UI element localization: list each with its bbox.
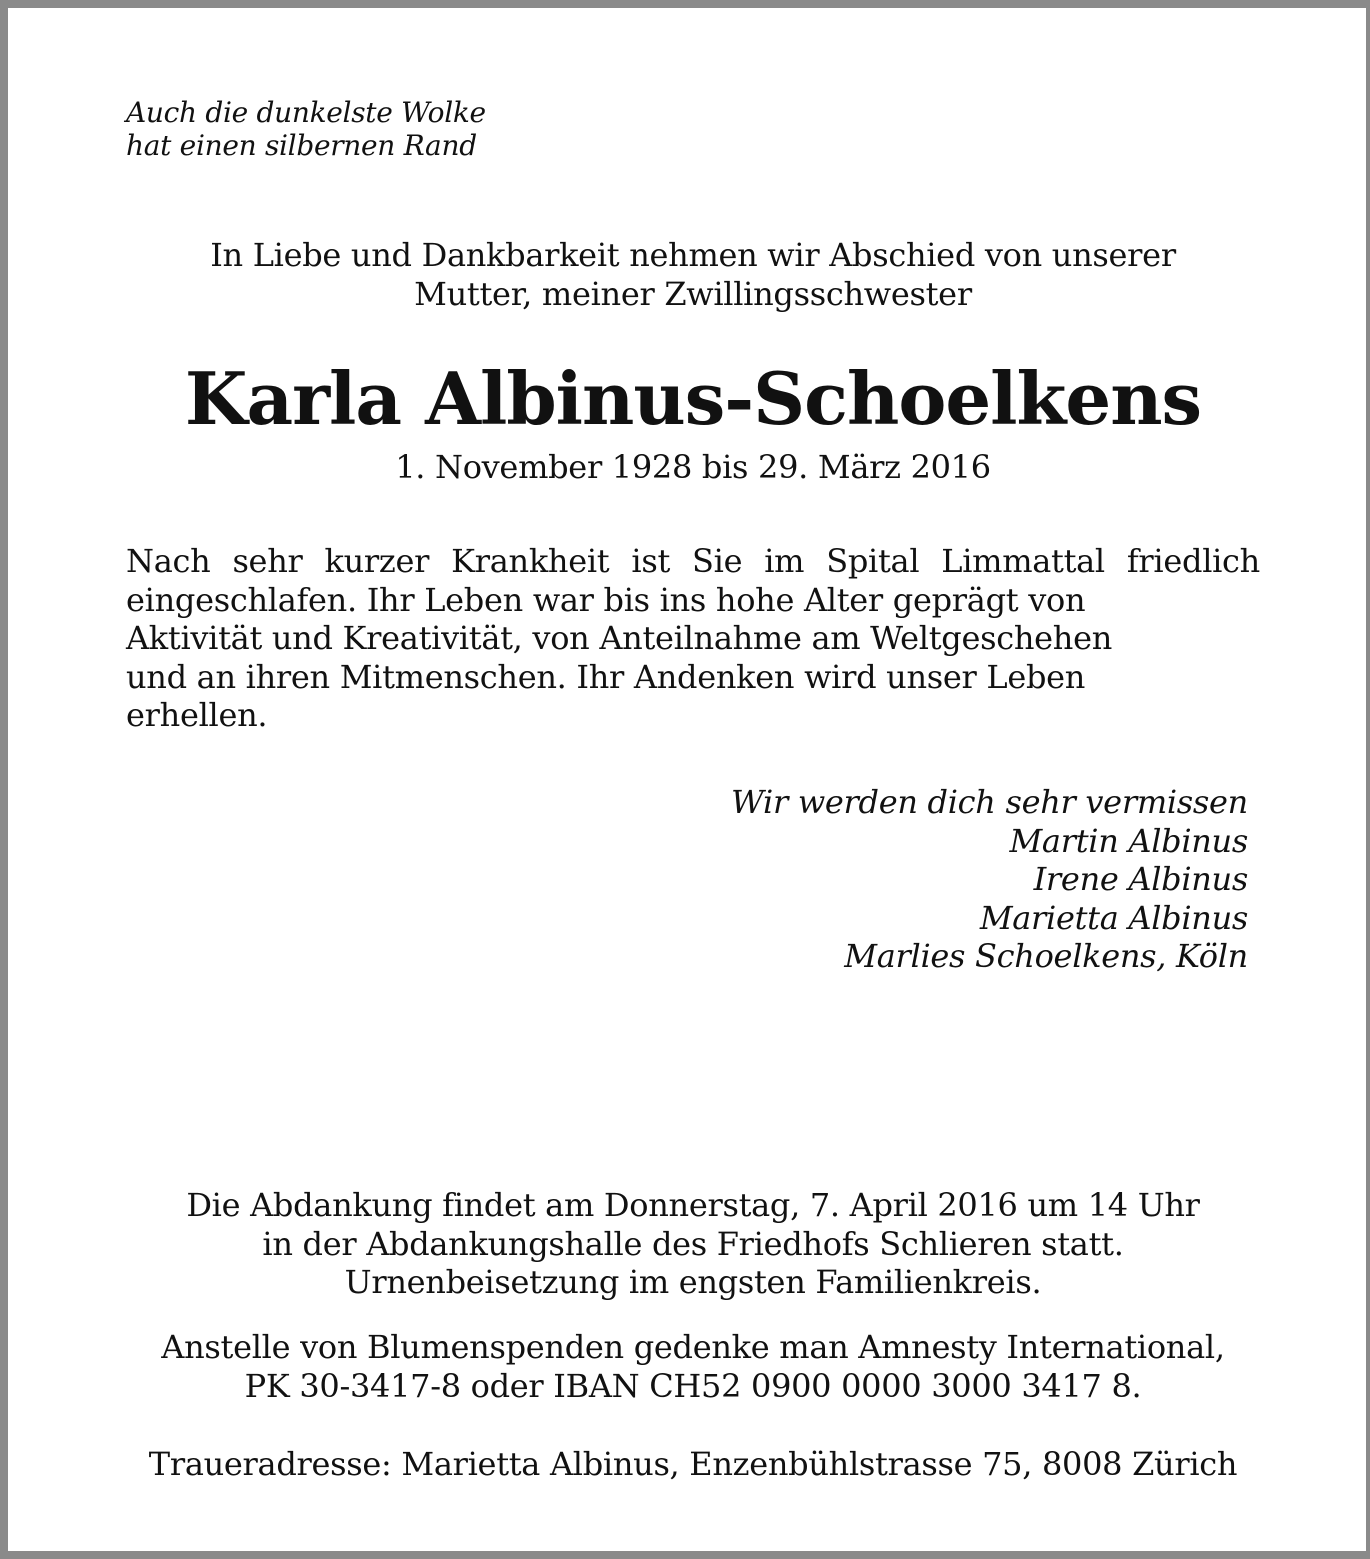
body-line: Aktivität und Kreativität, von Anteilnahme am Weltgeschehen	[126, 619, 1113, 657]
mourner-name: Martin Albinus	[1009, 821, 1248, 860]
donation-line: Anstelle von Blumenspenden gedenke man Amnesty International,	[161, 1328, 1225, 1366]
body-word: friedlich	[1126, 542, 1260, 580]
body-word: im	[764, 542, 805, 580]
deceased-name: Karla Albinus-Schoelkens	[184, 356, 1202, 441]
donation-line: PK 30-3417-8 oder IBAN CH52 0900 0000 3000 3417 8.	[244, 1366, 1142, 1405]
intro-line: Mutter, meiner Zwillingsschwester	[414, 275, 972, 313]
mourning-address: Traueradresse: Marietta Albinus, Enzenbühlstrasse 75, 8008 Zürich	[148, 1445, 1238, 1483]
mourners-block	[731, 783, 1248, 976]
mourner-name: Irene Albinus	[1033, 860, 1248, 898]
closing-phrase: Wir werden dich sehr vermissen	[730, 783, 1248, 821]
obituary-body	[126, 542, 1260, 735]
motto-line: Auch die dunkelste Wolke	[126, 96, 486, 129]
body-word: Spital	[826, 542, 920, 580]
ceremony-line: in der Abdankungshalle des Friedhofs Schlieren statt.	[262, 1224, 1124, 1263]
intro-line: In Liebe und Dankbarkeit nehmen wir Abschied von unserer	[210, 236, 1176, 274]
life-dates: 1. November 1928 bis 29. März 2016	[395, 448, 991, 486]
mourner-name: Marlies Schoelkens, Köln	[844, 937, 1248, 975]
ceremony-line: Urnenbeisetzung im engsten Familienkreis.	[344, 1263, 1042, 1301]
body-line: und an ihren Mitmenschen. Ihr Andenken wird unser Leben	[126, 657, 1086, 696]
body-word: Nach	[126, 542, 211, 580]
ceremony-info	[126, 1186, 1260, 1302]
mourner-name: Marietta Albinus	[979, 898, 1248, 937]
donation-info	[126, 1328, 1260, 1405]
motto-line: hat einen silbernen Rand	[126, 129, 477, 162]
body-word: Krankheit	[451, 542, 610, 580]
body-word: kurzer	[324, 542, 430, 580]
body-word: ist	[631, 542, 671, 580]
body-line: eingeschlafen. Ihr Leben war bis ins hohe Alter geprägt von	[126, 580, 1086, 619]
ceremony-line: Die Abdankung findet am Donnerstag, 7. April 2016 um 14 Uhr	[186, 1186, 1200, 1224]
body-word: sehr	[232, 542, 303, 580]
motto-quote	[126, 96, 486, 162]
body-line-justified	[126, 542, 1260, 581]
body-word: Sie	[692, 542, 743, 580]
body-line: erhellen.	[126, 696, 268, 734]
body-word: Limmattal	[941, 542, 1105, 580]
intro-text	[126, 236, 1260, 314]
